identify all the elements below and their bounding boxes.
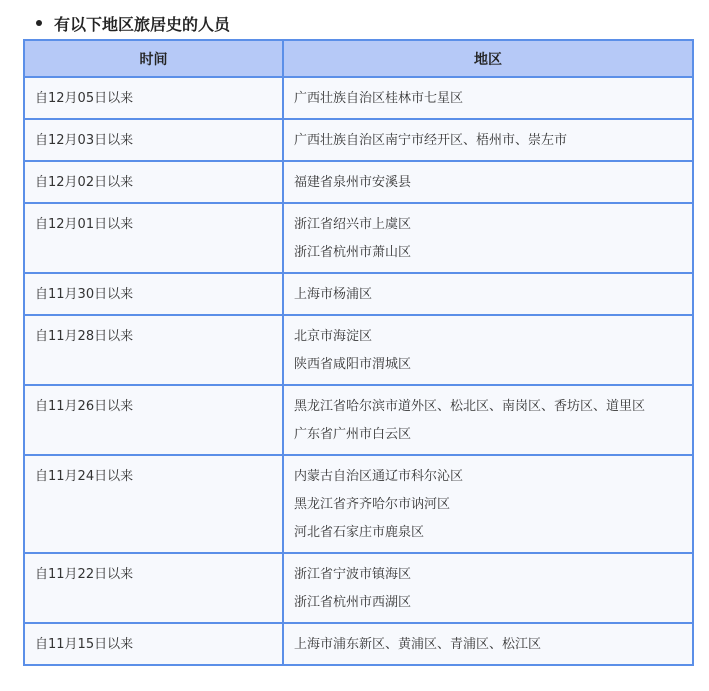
region-cell bbox=[283, 385, 693, 455]
column-header-time: 时间 bbox=[24, 40, 283, 77]
region-entry: 陕西省咸阳市渭城区 bbox=[294, 357, 412, 372]
region-cell bbox=[283, 119, 693, 161]
time-cell: 自11月30日以来 bbox=[24, 273, 283, 315]
region-cell bbox=[283, 203, 693, 273]
region-entry: 浙江省绍兴市上虞区 bbox=[294, 217, 412, 232]
time-cell: 自12月05日以来 bbox=[24, 77, 283, 119]
region-entry: 内蒙古自治区通辽市科尔沁区 bbox=[294, 469, 464, 484]
region-cell bbox=[283, 161, 693, 203]
region-cell bbox=[283, 315, 693, 385]
table-header-row bbox=[24, 40, 693, 77]
time-cell: 自11月15日以来 bbox=[24, 623, 283, 665]
region-entry: 浙江省宁波市镇海区 bbox=[294, 567, 412, 582]
time-cell: 自12月02日以来 bbox=[24, 161, 283, 203]
region-cell bbox=[283, 273, 693, 315]
region-entry: 浙江省杭州市西湖区 bbox=[294, 595, 412, 610]
region-entry: 河北省石家庄市鹿泉区 bbox=[294, 525, 425, 540]
table-row bbox=[24, 273, 693, 315]
region-entry: 广东省广州市白云区 bbox=[294, 427, 412, 442]
region-entry: 上海市浦东新区、黄浦区、青浦区、松江区 bbox=[294, 637, 542, 652]
table-row bbox=[24, 455, 693, 553]
table-row bbox=[24, 77, 693, 119]
time-cell: 自12月03日以来 bbox=[24, 119, 283, 161]
time-cell: 自11月26日以来 bbox=[24, 385, 283, 455]
table-row bbox=[24, 553, 693, 623]
column-header-region: 地区 bbox=[283, 40, 693, 77]
region-entry: 黑龙江省哈尔滨市道外区、松北区、南岗区、香坊区、道里区 bbox=[294, 399, 646, 414]
table-row bbox=[24, 203, 693, 273]
region-cell bbox=[283, 623, 693, 665]
table-body bbox=[24, 77, 693, 665]
table-row bbox=[24, 161, 693, 203]
table-row bbox=[24, 315, 693, 385]
region-cell bbox=[283, 77, 693, 119]
time-cell: 自11月22日以来 bbox=[24, 553, 283, 623]
time-cell: 自11月24日以来 bbox=[24, 455, 283, 553]
region-entry: 上海市杨浦区 bbox=[294, 287, 373, 302]
travel-history-table bbox=[23, 39, 694, 666]
region-entry: 福建省泉州市安溪县 bbox=[294, 175, 412, 190]
table-row bbox=[24, 385, 693, 455]
region-entry: 黑龙江省齐齐哈尔市讷河区 bbox=[294, 497, 451, 512]
region-entry: 广西壮族自治区南宁市经开区、梧州市、崇左市 bbox=[294, 133, 568, 148]
section-heading bbox=[36, 10, 230, 36]
region-cell bbox=[283, 455, 693, 553]
table-row bbox=[24, 119, 693, 161]
time-cell: 自12月01日以来 bbox=[24, 203, 283, 273]
table-row bbox=[24, 623, 693, 665]
region-entry: 浙江省杭州市萧山区 bbox=[294, 245, 412, 260]
time-cell: 自11月28日以来 bbox=[24, 315, 283, 385]
region-cell bbox=[283, 553, 693, 623]
section-heading-text: 有以下地区旅居史的人员 bbox=[54, 14, 231, 34]
bullet-icon bbox=[36, 20, 42, 26]
region-entry: 北京市海淀区 bbox=[294, 329, 373, 344]
region-entry: 广西壮族自治区桂林市七星区 bbox=[294, 91, 464, 106]
